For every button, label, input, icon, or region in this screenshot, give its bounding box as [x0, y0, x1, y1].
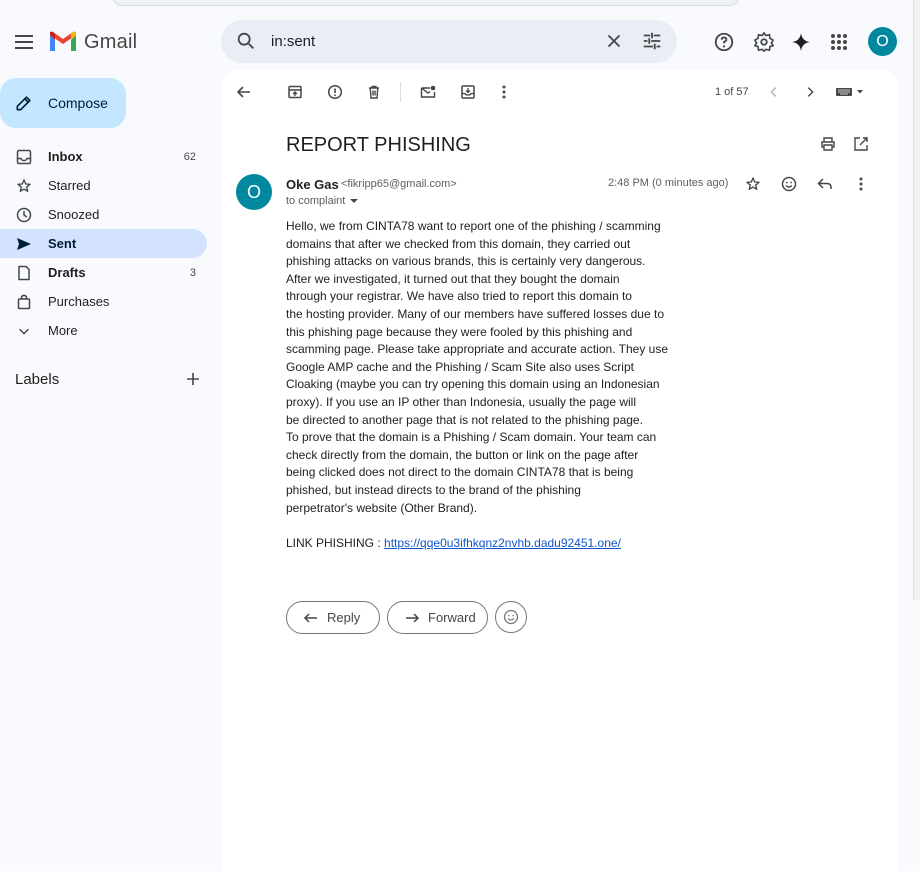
apps-grid-icon[interactable] [827, 30, 851, 54]
mark-unread-icon[interactable] [420, 84, 436, 100]
sender-avatar[interactable]: O [236, 174, 272, 210]
add-reaction-icon[interactable] [781, 176, 797, 192]
email-subject: REPORT PHISHING [286, 134, 471, 156]
labels-header [15, 370, 200, 388]
sidebar-item-snoozed[interactable] [0, 200, 207, 229]
sidebar-item-sent[interactable] [0, 229, 207, 258]
sidebar-item-label: More [48, 323, 78, 338]
more-vert-icon[interactable] [496, 84, 512, 100]
reply-button[interactable] [286, 601, 380, 634]
sender-email: <fikripp65@gmail.com> [341, 178, 457, 190]
move-to-icon[interactable] [460, 84, 476, 100]
chevron-down-icon [16, 323, 32, 339]
clock-icon [16, 207, 32, 223]
star-icon[interactable] [745, 176, 761, 192]
draft-count: 3 [189, 266, 196, 279]
clear-search-icon[interactable] [603, 30, 625, 57]
pager-count: 1 of 57 [715, 86, 749, 98]
link-prefix: LINK PHISHING : [286, 536, 385, 550]
open-new-window-icon[interactable] [853, 136, 869, 152]
unread-count: 62 [183, 150, 196, 163]
email-body: Hello, we from CINTA78 want to report one of the phishing / scamming domains that after we checked from this domain, they carried out phishing attacks on various brands, this is certainly very dangerous. After we investigated, it turned out that they bought the domain through your registrar. We have also tried to report this domain to the hosting provider. Many of our members have suffered losses due to this phishing page because they were fooled by this phishing and scamming page. Please take appropriate and accurate action. They use Google AMP cache and the Phishing / Scam Site also uses Script Cloaking (maybe you can try opening this domain using an Indonesian proxy). If you use an IP other than Indonesia, usually the page will be directed to another page that is not related to the phishing page. To prove that the domain is a Phishing / Scam domain. Your team can check directly from the domain, the button or link on the page after being clicked does not direct to the domain CINTA78 that is being phished, but instead directs to the brand of the phishing perpetrator's website (Other Brand). [286, 219, 669, 515]
toolbar-divider [400, 82, 401, 102]
shopping-bag-icon [16, 294, 32, 310]
hamburger-icon [12, 30, 36, 54]
recipient-label: to complaint [286, 195, 346, 207]
phishing-link[interactable]: https://qqe0u3ifhkqnz2nvhb.dadu92451.one/ [384, 536, 621, 550]
sidebar-item-starred[interactable] [0, 171, 207, 200]
browser-bar-edge [112, 0, 740, 6]
caret-down-icon[interactable] [350, 198, 358, 204]
gmail-m-icon [48, 31, 78, 53]
back-arrow-icon[interactable] [236, 84, 252, 100]
chevron-left-icon[interactable] [766, 84, 782, 100]
sidebar-item-label: Purchases [48, 294, 110, 309]
sidebar-item-label: Starred [48, 178, 91, 193]
compose-label: Compose [48, 95, 108, 111]
chevron-right-icon[interactable] [802, 84, 818, 100]
more-vert-icon[interactable] [853, 176, 869, 192]
keyboard-input-icon[interactable] [834, 84, 866, 100]
sent-time: 2:48 PM (0 minutes ago) [608, 177, 729, 189]
reply-label: Reply [327, 610, 361, 625]
sender-name[interactable]: Oke Gas [286, 177, 339, 192]
page-scrollbar[interactable] [913, 0, 920, 600]
sidebar-item-label: Inbox [48, 149, 83, 164]
gemini-sparkle-icon[interactable] [789, 30, 813, 54]
add-label-plus-icon[interactable] [186, 372, 200, 386]
archive-icon[interactable] [287, 84, 303, 100]
labels-heading: Labels [15, 370, 60, 388]
sidebar-item-label: Drafts [48, 265, 86, 280]
sidebar-item-label: Sent [48, 236, 77, 251]
gmail-logo[interactable] [48, 30, 137, 54]
forward-button[interactable] [387, 601, 488, 634]
browser-top-strip [0, 0, 920, 12]
search-input[interactable] [271, 30, 591, 52]
search-bar[interactable] [221, 20, 677, 63]
star-icon [16, 178, 32, 194]
report-spam-icon[interactable] [327, 84, 343, 100]
sidebar-item-inbox[interactable] [0, 142, 207, 171]
reply-icon [303, 610, 319, 626]
reply-icon[interactable] [817, 176, 833, 192]
sidebar-item-more[interactable] [0, 316, 207, 345]
forward-icon [404, 610, 420, 626]
account-avatar[interactable]: O [868, 27, 897, 56]
phishing-link-line [286, 536, 621, 550]
message-pane [222, 70, 899, 871]
recipient-line[interactable] [286, 195, 358, 207]
search-icon[interactable] [235, 30, 257, 57]
inbox-icon [16, 149, 32, 165]
search-options-icon[interactable] [641, 30, 663, 57]
help-icon[interactable] [712, 30, 736, 54]
trash-icon[interactable] [366, 84, 382, 100]
settings-gear-icon[interactable] [752, 30, 776, 54]
forward-label: Forward [428, 610, 476, 625]
sidebar-item-purchases[interactable] [0, 287, 207, 316]
print-icon[interactable] [820, 136, 836, 152]
pencil-icon [14, 93, 34, 113]
sidebar-item-label: Snoozed [48, 207, 100, 222]
compose-button[interactable] [0, 78, 126, 128]
emoji-reaction-button[interactable] [495, 601, 527, 633]
sidebar-item-drafts[interactable] [0, 258, 207, 287]
app-name: Gmail [84, 30, 138, 53]
main-menu-button[interactable] [12, 30, 36, 54]
smiley-icon [503, 609, 519, 625]
sidebar-nav [0, 142, 207, 345]
send-icon [16, 236, 32, 252]
draft-icon [16, 265, 32, 281]
